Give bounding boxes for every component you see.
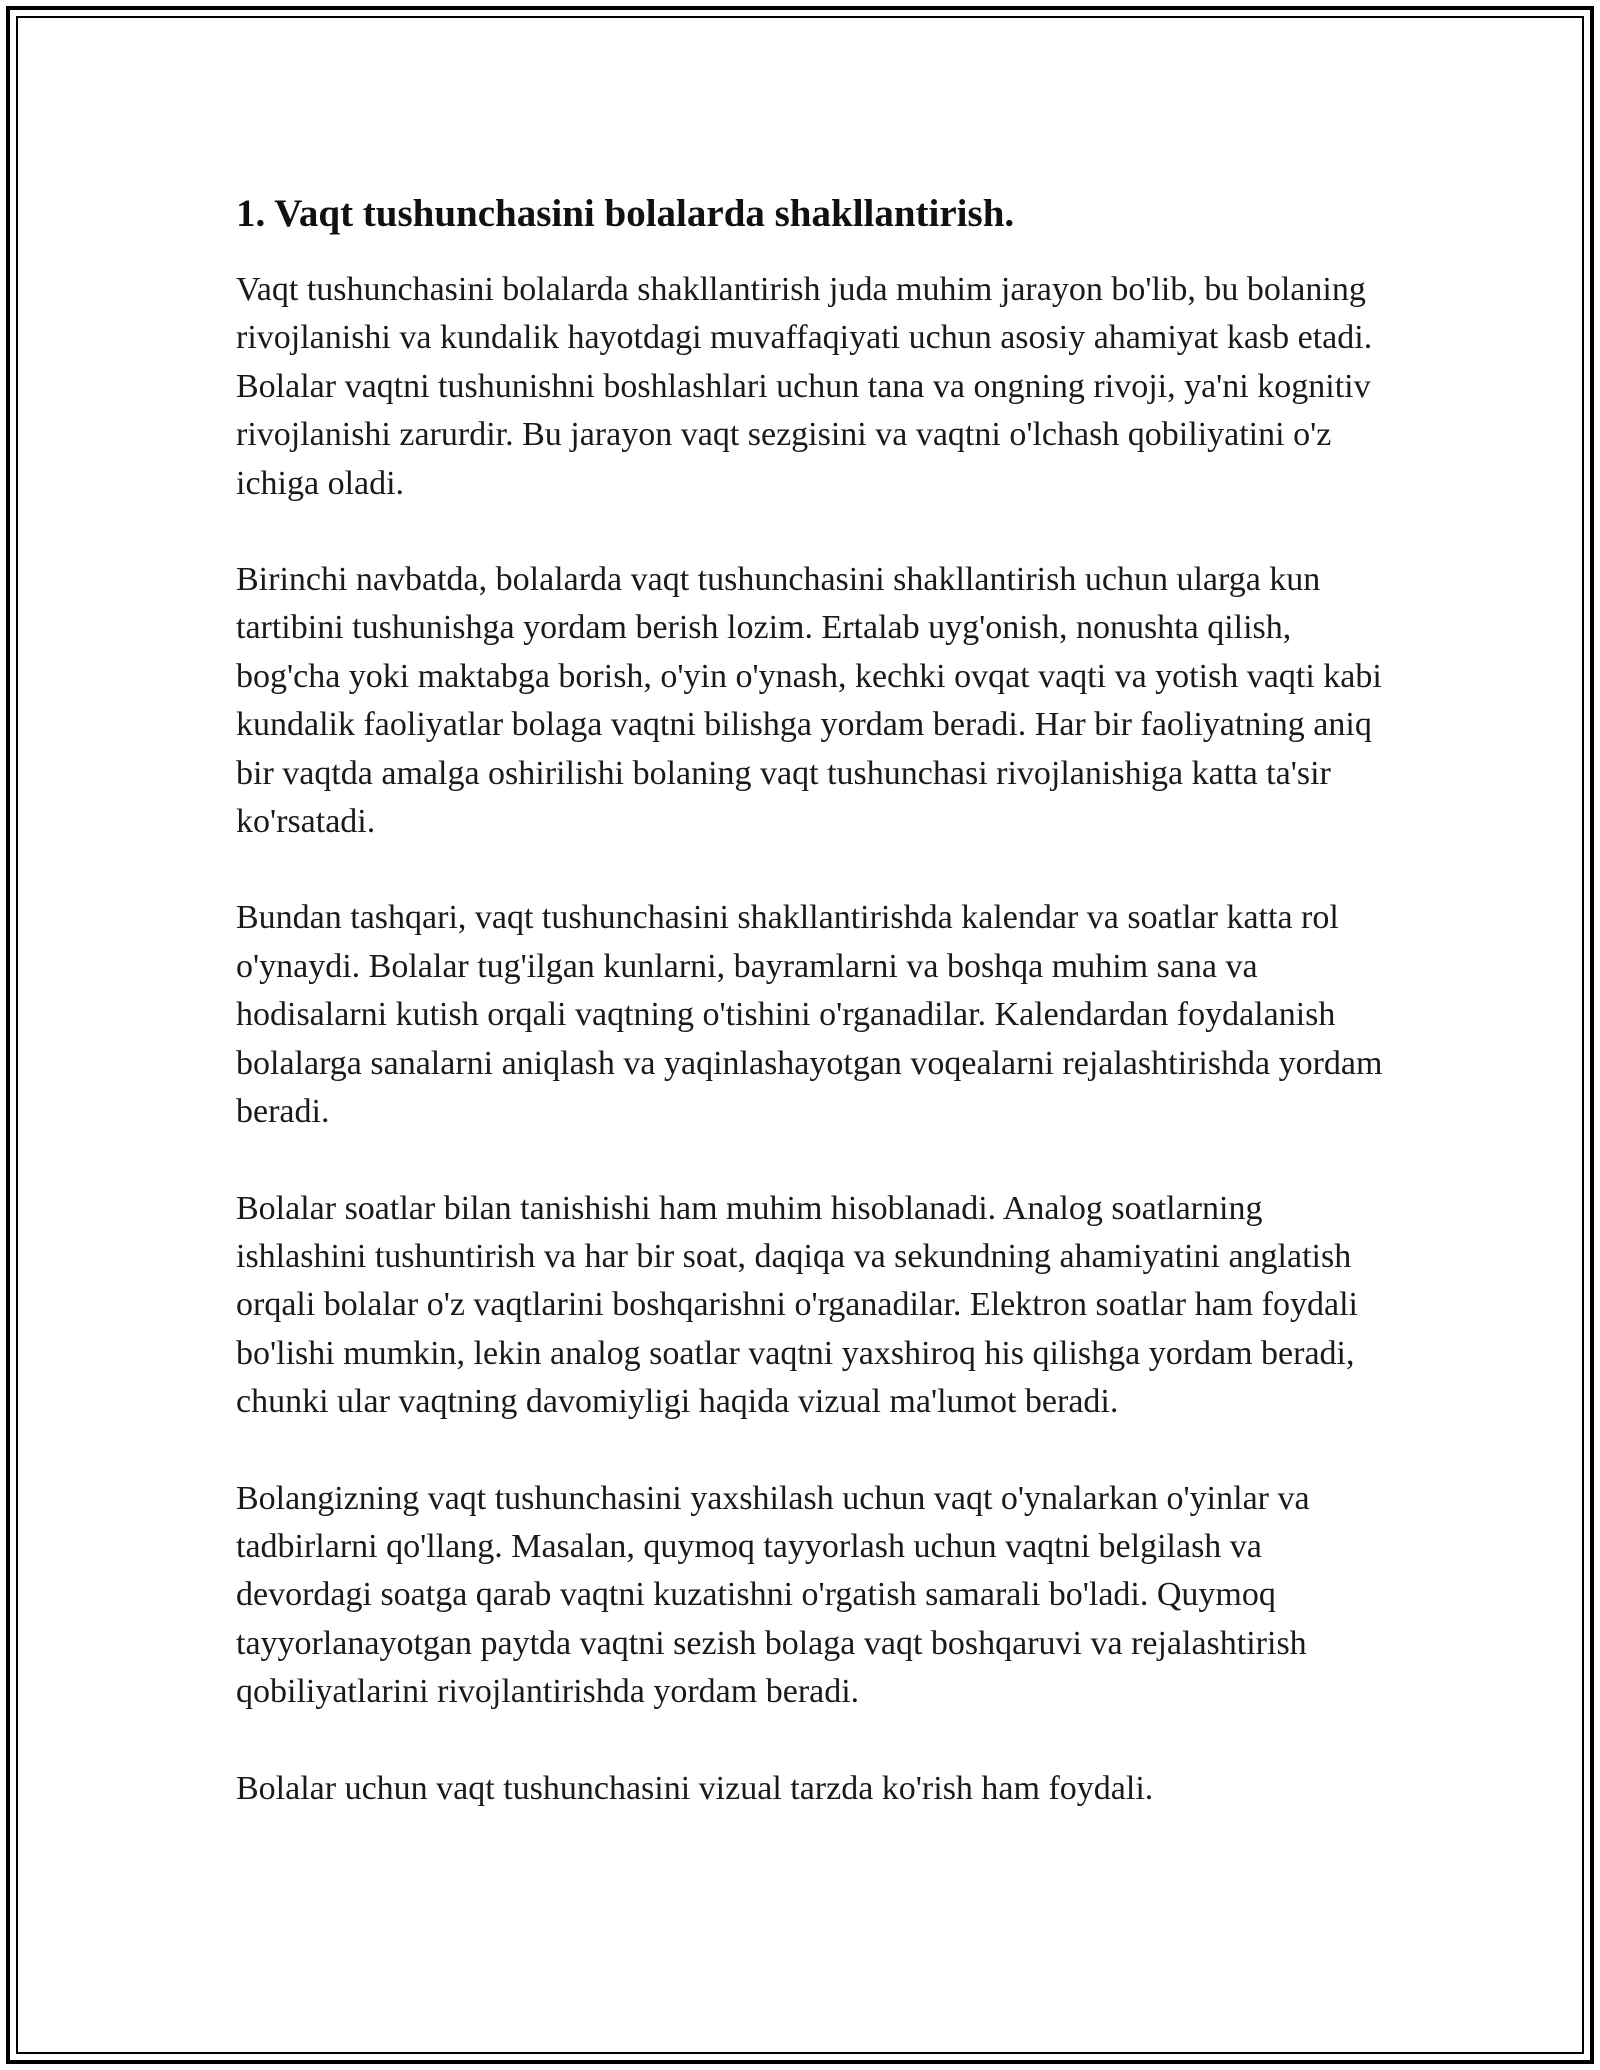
paragraph-3: Bundan tashqari, vaqt tushunchasini shakllantirishda kalendar va soatlar katta rol o'ynaydi. Bolalar tug'ilgan kunlarni, bayramlarni va boshqa muhim sana va hodisalarni kutish orqali vaqtning o'tishini o'rganadilar. Kalendardan foydalanish bolalarga sanalarni aniqlash va yaqinlashayotgan voqealarni rejalashtirishda yordam beradi. <box>236 899 1383 1131</box>
document-body <box>236 184 1386 1861</box>
paragraph-2: Birinchi navbatda, bolalarda vaqt tushunchasini shakllantirish uchun ularga kun tartibini tushunishga yordam berish lozim. Ertalab uyg'onish, nonushta qilish, bog'cha yoki maktabga borish, o'yin o'ynash, kechki ovqat vaqti va yotish vaqti kabi kundalik faoliyatlar bolaga vaqtni bilishga yordam beradi. Har bir faoliyatning aniq bir vaqtda amalga oshirilishi bolaning vaqt tushunchasi rivojlanishiga katta ta'sir ko'rsatadi. <box>236 561 1382 841</box>
paragraph-6: Bolalar uchun vaqt tushunchasini vizual tarzda ko'rish ham foydali. <box>236 1769 1154 1807</box>
document-title: 1. Vaqt tushunchasini bolalarda shakllantirish. <box>236 192 1015 235</box>
paragraph-1: Vaqt tushunchasini bolalarda shakllantirish juda muhim jarayon bo'lib, bu bolaning rivojlanishi va kundalik hayotdagi muvaffaqiyati uchun asosiy ahamiyat kasb etadi. Bolalar vaqtni tushunishni boshlashlari uchun tana va ongning rivoji, ya'ni kognitiv rivojlanishi zarurdir. Bu jarayon vaqt sezgisini va vaqtni o'lchash qobiliyatini o'z ichiga oladi. <box>236 271 1373 502</box>
paragraph-5: Bolangizning vaqt tushunchasini yaxshilash uchun vaqt o'ynalarkan o'yinlar va tadbirlarni qo'llang. Masalan, quymoq tayyorlash uchun vaqtni belgilash va devordagi soatga qarab vaqtni kuzatishni o'rgatish samarali bo'ladi. Quymoq tayyorlanayotgan paytda vaqtni sezish bolaga vaqt boshqaruvi va rejalashtirish qobiliyatlarini rivojlantirishda yordam beradi. <box>236 1479 1310 1711</box>
paragraph-4: Bolalar soatlar bilan tanishishi ham muhim hisoblanadi. Analog soatlarning ishlashini tushuntirish va har bir soat, daqiqa va sekundning ahamiyatini anglatish orqali bolalar o'z vaqtlarini boshqarishni o'rganadilar. Elektron soatlar ham foydali bo'lishi mumkin, lekin analog soatlar vaqtni yaxshiroq his qilishga yordam beradi, chunki ular vaqtning davomiyligi haqida vizual ma'lumot beradi. <box>236 1189 1358 1421</box>
